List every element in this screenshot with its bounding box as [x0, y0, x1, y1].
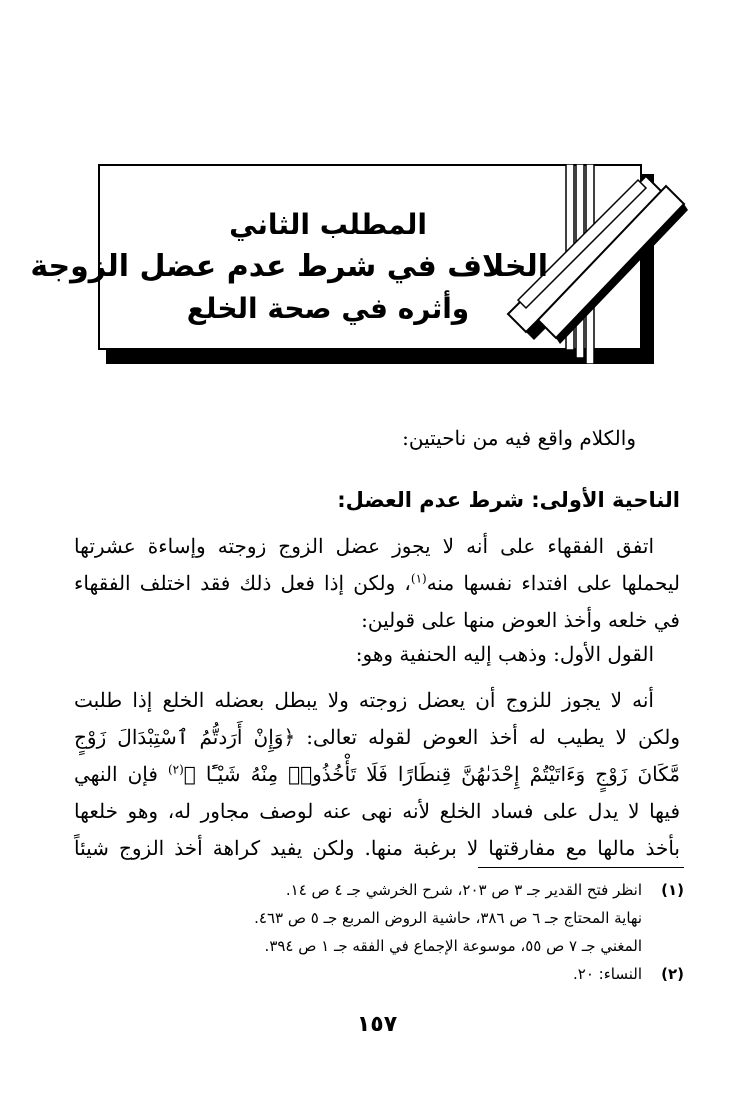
footnote-item: [150, 960, 684, 988]
section-title-line: وأثره في صحة الخلع: [186, 292, 470, 325]
section-title-banner: [30, 164, 688, 364]
banner-title-text: [30, 204, 548, 330]
quran-verse: مَّكَانَ زَوْجٍ وَءَاتَيْتُمْ إِحْدَىٰهُنَّ قِنطَارًا فَلَا تَأْخُذُوا۟ مِنْهُ شَيْـًٔا ﴾: [183, 762, 680, 786]
page-number: ١٥٧: [356, 1012, 398, 1037]
paragraph-line: فيها لا يدل على فساد الخلع لأنه نهى عنه لوصف مجاور له، وهو خلعها: [74, 799, 680, 823]
paragraph: [74, 528, 680, 639]
footnote-number: (٢): [661, 965, 684, 983]
footnote-item: [150, 876, 684, 904]
footnote-separator: [478, 867, 684, 868]
footnote-text: المغني جـ ٧ ص ٥٥، موسوعة الإجماع في الفقه جـ ١ ص ٣٩٤.: [264, 937, 642, 955]
paragraph-line: [74, 756, 680, 793]
footnote-number: [642, 904, 684, 932]
footnote-text: انظر فتح القدير جـ ٣ ص ٢٠٣، شرح الخرشي جـ ٤ ص ١٤.: [285, 881, 642, 899]
footnote-item: [150, 904, 684, 932]
paragraph: [74, 682, 680, 867]
text-span: ولكن لا يطيب له أخذ العوض لقوله تعالى:: [295, 725, 680, 749]
footnote-reference: (١): [410, 571, 427, 586]
text-span: ليحملها على افتداء نفسها منه: [426, 571, 681, 595]
paragraph-line: [74, 565, 680, 602]
text-span: ، ولكن إذا فعل ذلك فقد اختلف الفقهاء: [74, 571, 411, 595]
quran-verse: ﴿وَإِنْ أَرَدتُّمُ ٱسْتِبْدَالَ زَوْجٍ: [74, 725, 296, 749]
paragraph-line: في خلعه وأخذ العوض منها على قولين:: [361, 608, 680, 632]
subsection-heading: الناحية الأولى: شرط عدم العضل:: [337, 488, 680, 512]
paragraph-line: أنه لا يجوز للزوج أن يعضل زوجته ولا يبطل بعضله الخلع إذا طلبت: [74, 688, 654, 712]
intro-sentence: والكلام واقع فيه من ناحيتين:: [402, 426, 636, 450]
footnote-number: [642, 932, 684, 960]
footnotes: [150, 876, 684, 988]
section-number-title: المطلب الثاني: [229, 208, 427, 241]
text-span: فإن النهي: [74, 762, 168, 786]
footnote-number: (١): [661, 881, 684, 899]
paragraph-line: [74, 719, 680, 756]
footnote-reference: (٢): [167, 762, 184, 777]
opinion-heading: القول الأول: وذهب إليه الحنفية وهو:: [355, 642, 654, 666]
footnote-text: النساء: ٢٠.: [573, 965, 642, 983]
footnote-item: [150, 932, 684, 960]
section-title-line: الخلاف في شرط عدم عضل الزوجة: [30, 249, 548, 284]
paragraph-line: اتفق الفقهاء على أنه لا يجوز عضل الزوج زوجته وإساءة عشرتها: [74, 534, 654, 558]
footnote-text: نهاية المحتاج جـ ٦ ص ٣٨٦، حاشية الروض المربع جـ ٥ ص ٤٦٣.: [254, 909, 642, 927]
paragraph-line: بأخذ مالها مع مفارقتها لا برغبة منها. ولكن يفيد كراهة أخذ الزوج شيئاً: [74, 836, 680, 860]
